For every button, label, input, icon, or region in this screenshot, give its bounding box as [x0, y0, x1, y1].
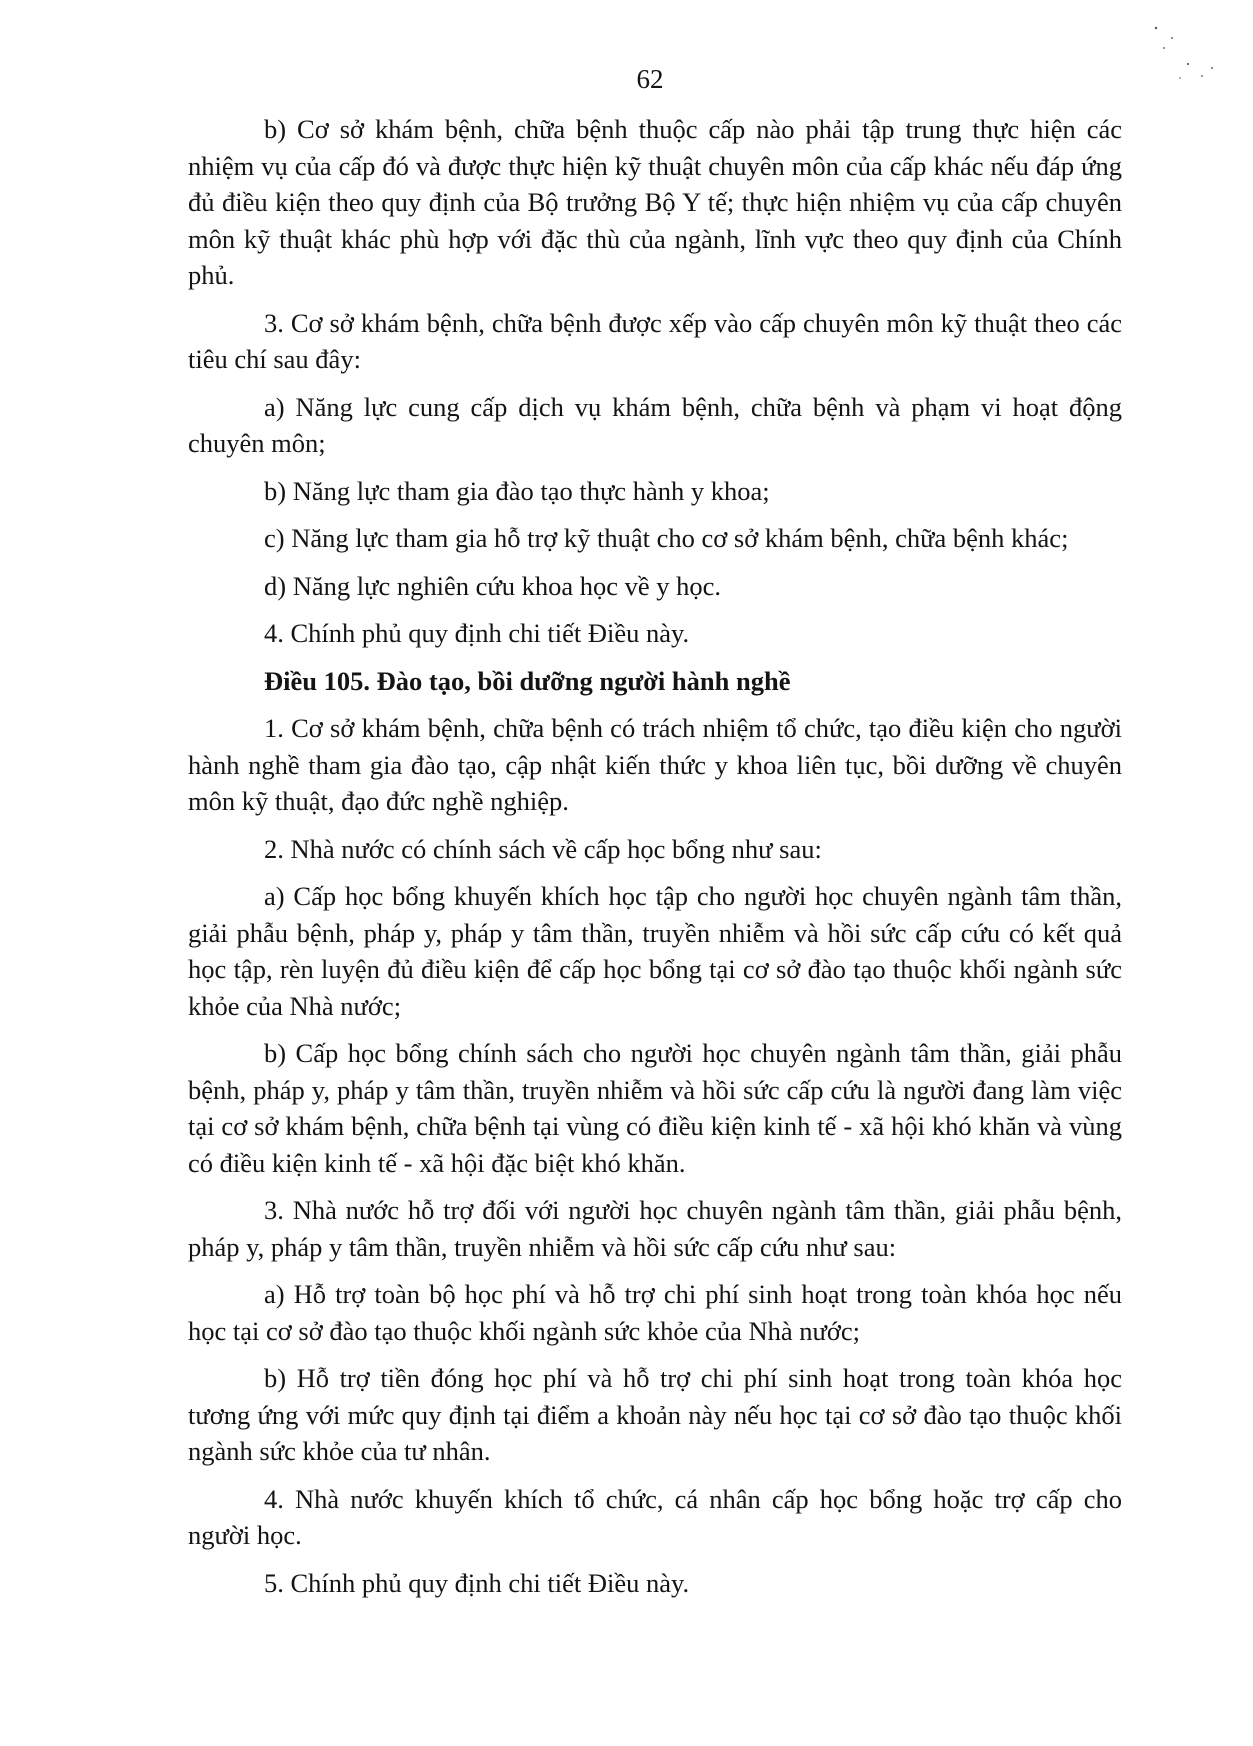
paragraph: b) Năng lực tham gia đào tạo thực hành y khoa; — [264, 475, 770, 506]
paragraph: b) Cơ sở khám bệnh, chữa bệnh thuộc cấp nào phải tập trung thực hiện các nhiệm vụ của cấp đó và được thực hiện kỹ thuật chuyên môn của cấp khác nếu đáp ứng đủ điều kiện theo quy định của Bộ trưởng Bộ Y tế; thực hiện nhiệm vụ của cấp chuyên môn kỹ thuật khác phù hợp với đặc thù của ngành, lĩnh vực theo quy định của Chính phủ. — [188, 114, 1122, 290]
paragraph: 4. Nhà nước khuyến khích tổ chức, cá nhân cấp học bổng hoặc trợ cấp cho người học. — [188, 1483, 1122, 1550]
paragraph: a) Năng lực cung cấp dịch vụ khám bệnh, chữa bệnh và phạm vi hoạt động chuyên môn; — [188, 391, 1122, 458]
paragraph: b) Cấp học bổng chính sách cho người học chuyên ngành tâm thần, giải phẫu bệnh, pháp y, pháp y tâm thần, truyền nhiễm và hồi sức cấp cứu là người đang làm việc tại cơ sở khám bệnh, chữa bệnh tại vùng có điều kiện kinh tế - xã hội khó khăn và vùng có điều kiện kinh tế - xã hội đặc biệt khó khăn. — [188, 1038, 1122, 1178]
paragraph: 2. Nhà nước có chính sách về cấp học bổng như sau: — [264, 833, 822, 864]
page-number: 62 — [636, 64, 664, 94]
paragraph: c) Năng lực tham gia hỗ trợ kỹ thuật cho cơ sở khám bệnh, chữa bệnh khác; — [264, 523, 1069, 553]
paragraph: 3. Nhà nước hỗ trợ đối với người học chuyên ngành tâm thần, giải phẫu bệnh, pháp y, pháp y tâm thần, truyền nhiễm và hồi sức cấp cứu như sau: — [188, 1195, 1122, 1262]
paragraph: 4. Chính phủ quy định chi tiết Điều này. — [264, 618, 690, 648]
document-body — [188, 111, 1122, 1612]
paragraph: 5. Chính phủ quy định chi tiết Điều này. — [264, 1567, 690, 1598]
paragraph: 1. Cơ sở khám bệnh, chữa bệnh có trách nhiệm tổ chức, tạo điều kiện cho người hành nghề tham gia đào tạo, cập nhật kiến thức y khoa liên tục, bồi dưỡng về chuyên môn kỹ thuật, đạo đức nghề nghiệp. — [188, 713, 1122, 816]
paragraph: a) Cấp học bổng khuyến khích học tập cho người học chuyên ngành tâm thần, giải phẫu bệnh, pháp y, pháp y tâm thần, truyền nhiễm và hồi sức cấp cứu có kết quả học tập, rèn luyện đủ điều kiện để cấp học bổng tại cơ sở đào tạo thuộc khối ngành sức khỏe của Nhà nước; — [188, 881, 1122, 1021]
paragraph: b) Hỗ trợ tiền đóng học phí và hỗ trợ chi phí sinh hoạt trong toàn khóa học tương ứng với mức quy định tại điểm a khoản này nếu học tại cơ sở đào tạo thuộc khối ngành sức khỏe của tư nhân. — [188, 1363, 1122, 1466]
article-heading: Điều 105. Đào tạo, bồi dưỡng người hành nghề — [264, 665, 791, 696]
paragraph: a) Hỗ trợ toàn bộ học phí và hỗ trợ chi phí sinh hoạt trong toàn khóa học nếu học tại cơ sở đào tạo thuộc khối ngành sức khỏe của Nhà nước; — [188, 1279, 1122, 1346]
paragraph: d) Năng lực nghiên cứu khoa học về y học. — [264, 570, 722, 601]
paragraph: 3. Cơ sở khám bệnh, chữa bệnh được xếp vào cấp chuyên môn kỹ thuật theo các tiêu chí sau đây: — [188, 307, 1122, 374]
